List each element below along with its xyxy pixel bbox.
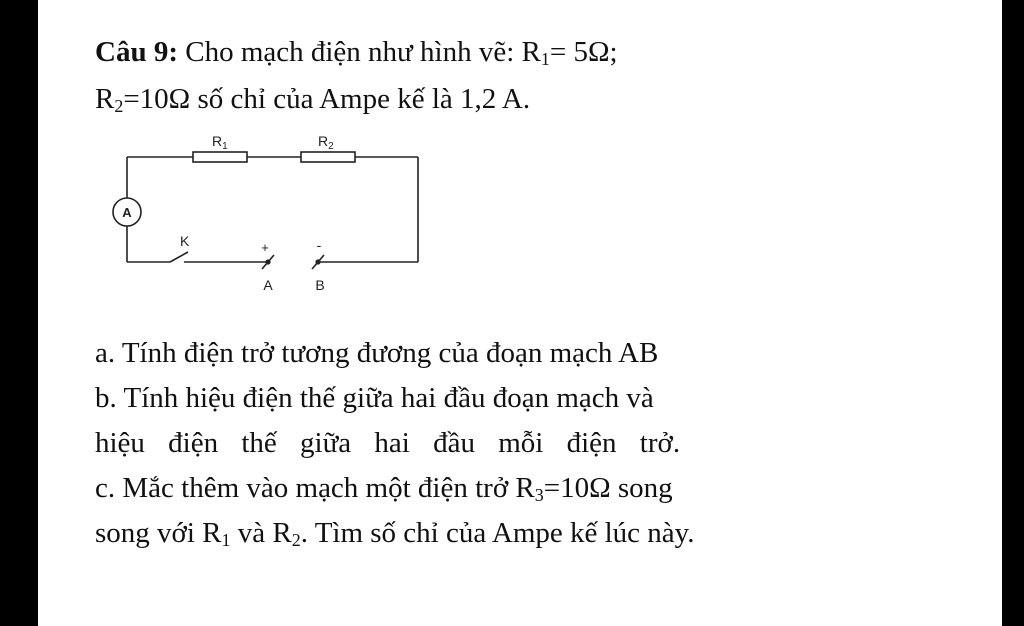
r2-symbol: R	[95, 83, 115, 115]
terminal-b-dot	[315, 259, 320, 264]
problem-statement-line-2	[95, 82, 530, 116]
r3-value: =10Ω song	[543, 472, 673, 504]
r2-label: $R_2$	[318, 133, 334, 152]
r3-subscript: 3	[534, 484, 544, 505]
problem-intro-text: Cho mạch điện như hình vẽ: R	[185, 36, 541, 68]
question-c-line-1	[95, 471, 673, 505]
question-c-and: và R	[230, 517, 292, 549]
terminal-a-dot	[265, 259, 270, 264]
question-c-text-3: . Tìm số chỉ của Ampe kế lúc này.	[300, 517, 695, 549]
plus-label: +	[261, 240, 269, 255]
switch-label: K	[180, 233, 190, 249]
r1-value: = 5Ω;	[549, 36, 618, 68]
switch-k	[170, 252, 188, 262]
question-b-line-1: b. Tính hiệu điện thế giữa hai đầu đoạn mạch và	[95, 382, 654, 414]
question-c-text-1: c. Mắc thêm vào mạch một điện trở R	[95, 472, 535, 504]
minus-label: -	[316, 237, 322, 253]
r1-subscript-c: 1	[221, 529, 231, 550]
ammeter-label: A	[122, 205, 132, 220]
r2-and-ammeter-text: =10Ω số chỉ của Ampe kế là 1,2 A.	[123, 83, 531, 115]
r2-subscript: 2	[114, 95, 124, 116]
question-a: a. Tính điện trở tương đương của đoạn mạch AB	[95, 337, 659, 369]
question-c-line-2	[95, 516, 695, 550]
left-black-border	[0, 0, 38, 626]
problem-statement-line-1	[95, 35, 618, 69]
question-b-line-2: hiệu điện thế giữa hai đầu mỗi điện trở.	[95, 427, 681, 459]
question-number: Câu 9:	[95, 36, 178, 68]
resistor-r1	[193, 152, 247, 162]
r2-subscript-c: 2	[291, 529, 301, 550]
circuit-diagram	[100, 128, 440, 306]
terminal-b-label: B	[315, 277, 325, 293]
question-c-text-2: song với R	[95, 517, 222, 549]
terminal-a-label: A	[263, 277, 273, 293]
right-black-border	[1002, 0, 1024, 626]
r1-subscript: 1	[540, 48, 550, 69]
resistor-r2	[301, 152, 355, 162]
r1-label: $R_1$	[212, 133, 228, 152]
